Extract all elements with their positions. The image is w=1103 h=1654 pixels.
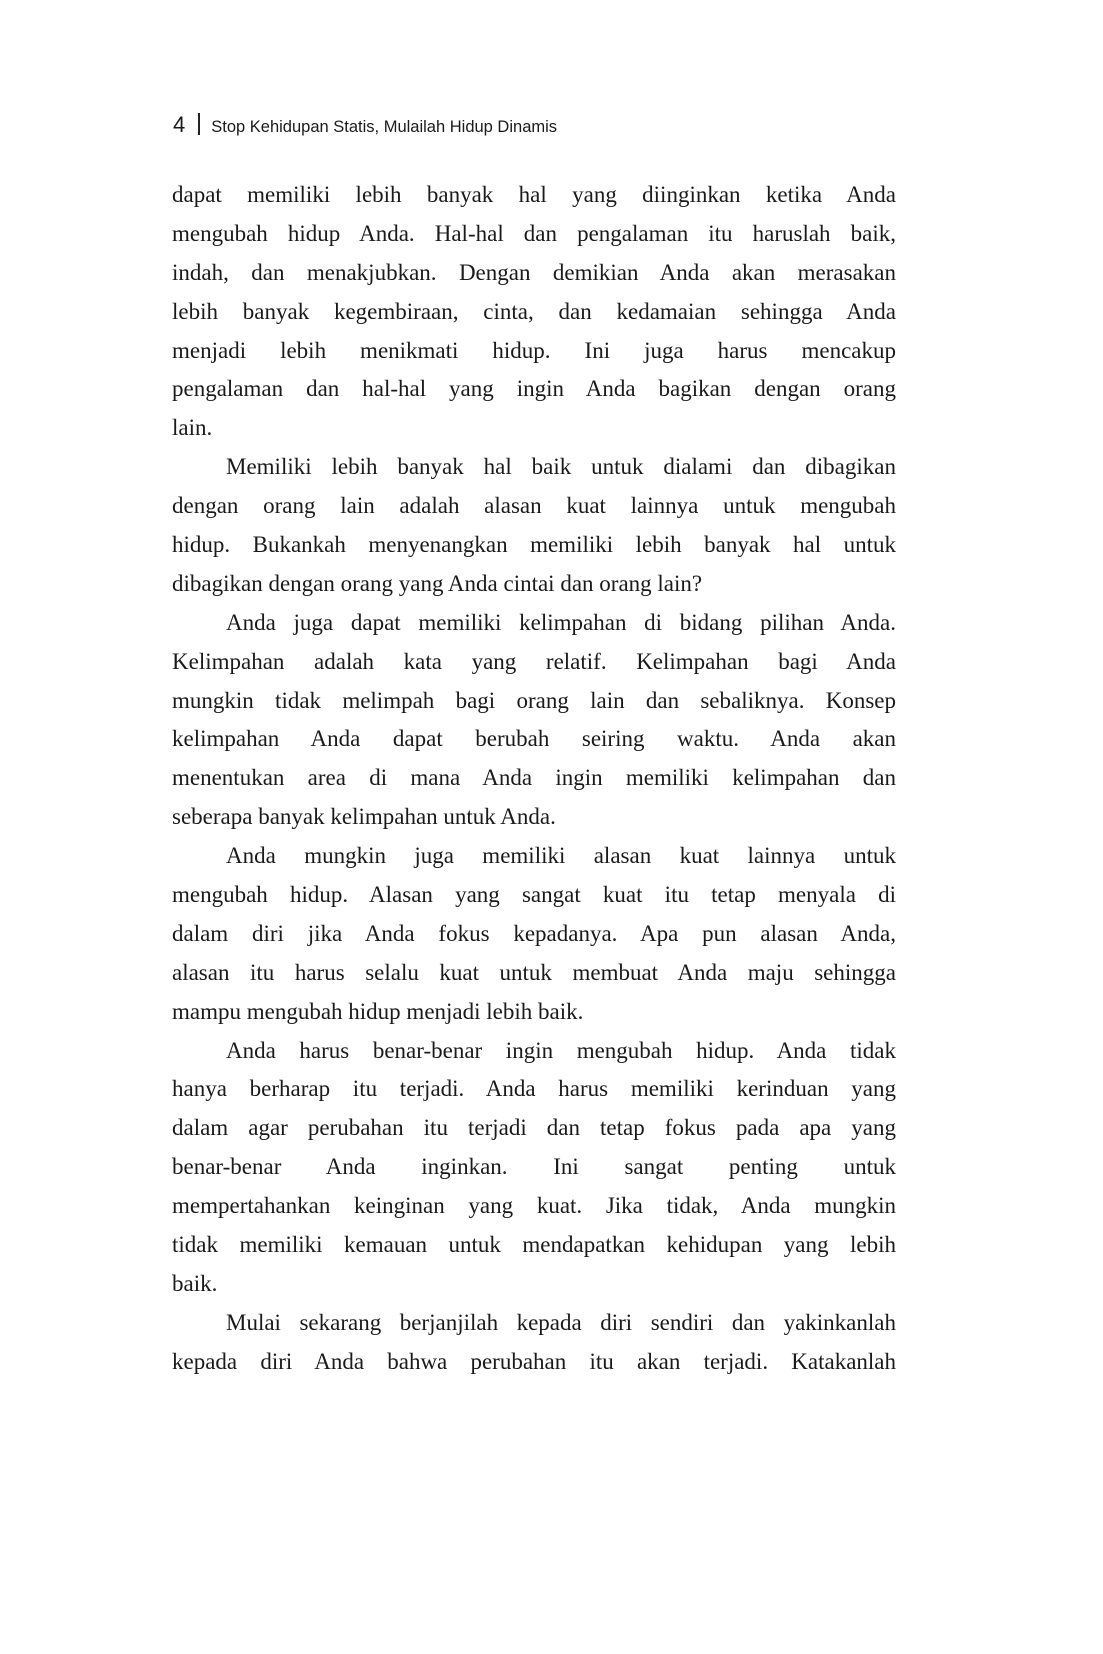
text-line: Kelimpahan adalah kata yang relatif. Kelimpahan bagi Anda <box>172 648 896 674</box>
text-line: dalam agar perubahan itu terjadi dan tetap fokus pada apa yang <box>172 1115 896 1141</box>
book-title: Stop Kehidupan Statis, Mulailah Hidup Dinamis <box>211 118 558 136</box>
text-line: lain. <box>172 415 213 441</box>
text-line: tidak memiliki kemauan untuk mendapatkan kehidupan yang lebih <box>172 1232 896 1258</box>
running-header <box>173 110 557 138</box>
text-line: menjadi lebih menikmati hidup. Ini juga harus mencakup <box>172 337 896 363</box>
text-line: hidup. Bukankah menyenangkan memiliki lebih banyak hal untuk <box>172 532 896 558</box>
text-line: menentukan area di mana Anda ingin memiliki kelimpahan dan <box>172 765 896 791</box>
body-text <box>172 176 896 1382</box>
text-line: mempertahankan keinginan yang kuat. Jika tidak, Anda mungkin <box>172 1193 896 1219</box>
text-line: benar-benar Anda inginkan. Ini sangat penting untuk <box>172 1154 896 1180</box>
text-line: pengalaman dan hal-hal yang ingin Anda bagikan dengan orang <box>172 376 896 402</box>
text-line: alasan itu harus selalu kuat untuk membuat Anda maju sehingga <box>172 959 896 985</box>
paragraph <box>172 1304 896 1382</box>
paragraph <box>172 837 896 1031</box>
paragraph <box>172 1032 896 1304</box>
text-line: dengan orang lain adalah alasan kuat lainnya untuk mengubah <box>172 493 896 519</box>
paragraph <box>172 604 896 837</box>
text-line: mampu mengubah hidup menjadi lebih baik. <box>172 998 584 1024</box>
text-line: hanya berharap itu terjadi. Anda harus memiliki kerinduan yang <box>172 1076 896 1102</box>
text-line: mengubah hidup Anda. Hal-hal dan pengalaman itu haruslah baik, <box>172 220 896 246</box>
text-line: dapat memiliki lebih banyak hal yang diinginkan ketika Anda <box>172 182 896 207</box>
text-line: Anda juga dapat memiliki kelimpahan di bidang pilihan Anda. <box>226 609 896 635</box>
text-line: Memiliki lebih banyak hal baik untuk dialami dan dibagikan <box>226 454 896 480</box>
header-separator <box>198 113 200 135</box>
paragraph <box>172 176 896 448</box>
text-line: kelimpahan Anda dapat berubah seiring waktu. Anda akan <box>172 726 896 752</box>
text-line: mengubah hidup. Alasan yang sangat kuat itu tetap menyala di <box>172 882 896 908</box>
text-line: kepada diri Anda bahwa perubahan itu akan terjadi. Katakanlah <box>172 1348 896 1374</box>
page-number: 4 <box>173 112 186 137</box>
text-line: dalam diri jika Anda fokus kepadanya. Apa pun alasan Anda, <box>172 920 896 946</box>
text-line: baik. <box>172 1270 218 1296</box>
text-line: dibagikan dengan orang yang Anda cintai dan orang lain? <box>172 570 703 596</box>
paragraph <box>172 448 896 604</box>
text-line: lebih banyak kegembiraan, cinta, dan kedamaian sehingga Anda <box>172 298 896 324</box>
text-line: Anda harus benar-benar ingin mengubah hidup. Anda tidak <box>226 1037 896 1063</box>
text-line: mungkin tidak melimpah bagi orang lain dan sebaliknya. Konsep <box>172 687 896 713</box>
text-line: Mulai sekarang berjanjilah kepada diri sendiri dan yakinkanlah <box>226 1309 896 1335</box>
text-line: seberapa banyak kelimpahan untuk Anda. <box>172 804 556 830</box>
text-line: indah, dan menakjubkan. Dengan demikian Anda akan merasakan <box>172 259 896 285</box>
text-line: Anda mungkin juga memiliki alasan kuat lainnya untuk <box>226 843 896 869</box>
